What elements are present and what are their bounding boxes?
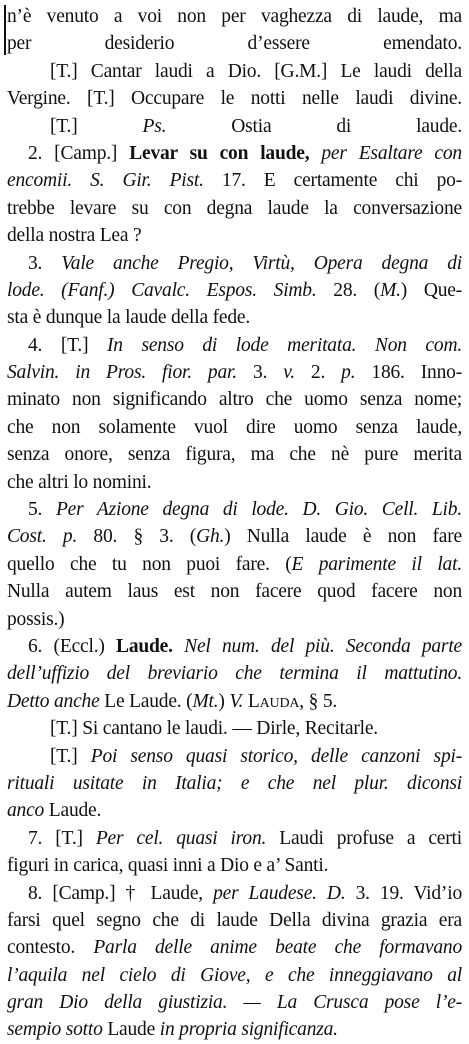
- text-segment: M.: [380, 279, 401, 301]
- text-segment: Detto anche: [7, 690, 100, 712]
- text-segment: che altri lo nomini.: [7, 471, 152, 493]
- text-segment: 17. E certamente chi po-: [203, 170, 462, 192]
- text-segment: contesto.: [7, 937, 94, 959]
- text-segment: che non solamente vuol dire uomo senza laude,: [7, 416, 462, 438]
- text-segment: anco: [7, 800, 45, 822]
- text-line-3: [7, 58, 462, 85]
- text-segment: per Esaltare con: [309, 142, 462, 164]
- text-line-13: [7, 332, 462, 359]
- text-line-26: [7, 688, 462, 715]
- text-segment: Laude.: [44, 800, 102, 822]
- text-segment: , § 5.: [299, 690, 338, 712]
- text-line-37: [7, 989, 462, 1016]
- text-segment: quello che tu non puoi fare. (: [7, 553, 292, 575]
- text-line-33: [7, 880, 462, 907]
- text-segment: In senso di lode meritata. Non com.: [106, 334, 462, 356]
- margin-bar: [4, 5, 6, 55]
- text-line-22: [7, 578, 462, 605]
- text-segment: Vale anche Pregio, Virtù, Opera degna di: [61, 252, 462, 274]
- text-segment: [T.] Si cantano le laudi. — Dirle, Recitarle.: [50, 718, 378, 740]
- text-segment: ) Que-: [400, 279, 462, 301]
- text-segment: Poi senso quasi storico, delle canzoni spi-: [90, 745, 462, 767]
- text-segment: Per cel. quasi iron.: [95, 827, 267, 849]
- text-segment: della nostra Lea ?: [7, 225, 142, 247]
- text-segment: Nel num. del più. Seconda parte: [172, 635, 462, 657]
- text-line-28: [7, 743, 462, 770]
- text-segment: gran Dio della giustizia. — La Crusca pose l’e-: [7, 992, 462, 1014]
- text-line-9: [7, 222, 462, 249]
- text-segment: Nulla autem laus est non facere quod facere non: [7, 581, 462, 603]
- text-line-16: [7, 414, 462, 441]
- text-segment: p.: [341, 362, 356, 384]
- text-segment: senza onore, senza figura, ma che nè pure merita: [7, 444, 462, 466]
- text-segment: Cost. p.: [7, 526, 78, 548]
- text-line-1: [7, 3, 462, 30]
- text-segment: ): [218, 690, 230, 712]
- text-segment: [T.] Cantar laudi a Dio. [G.M.] Le laudi della: [50, 60, 462, 82]
- text-line-31: [7, 825, 462, 852]
- text-line-20: [7, 523, 462, 550]
- text-line-24: [7, 633, 462, 660]
- text-segment: Gh.: [196, 526, 225, 548]
- text-line-4: [7, 85, 462, 112]
- text-segment: 3. 19. Vid’io: [345, 882, 462, 904]
- dictionary-page: [7, 3, 462, 1044]
- text-segment: Laude: [102, 1019, 160, 1041]
- text-line-6: [7, 140, 462, 167]
- text-segment: figuri in carica, quasi inni a Dio e a’ Santi.: [7, 855, 329, 877]
- text-line-27: [7, 715, 462, 742]
- text-line-7: [7, 167, 462, 194]
- text-segment: ) Nulla laude è non fare: [224, 526, 462, 548]
- text-segment: per Laudese. D.: [213, 882, 346, 904]
- text-segment: Ps.: [142, 115, 167, 137]
- text-segment: 4. [T.]: [28, 334, 107, 356]
- text-segment: 186. Inno-: [355, 362, 462, 384]
- text-line-10: [7, 250, 462, 277]
- text-line-34: [7, 907, 462, 934]
- text-segment: n’è venuto a voi non per vaghezza di laude, ma: [7, 6, 462, 27]
- text-segment: in propria significanza.: [159, 1019, 338, 1041]
- text-line-38: [7, 1016, 462, 1043]
- text-segment: [T.]: [50, 745, 91, 767]
- text-segment: Lauda: [247, 690, 300, 712]
- text-segment: trebbe levare su con degna laude la conversazione: [7, 197, 462, 219]
- text-line-15: [7, 386, 462, 413]
- text-segment: [T.]: [50, 115, 143, 137]
- text-line-35: [7, 934, 462, 961]
- text-segment: possis.): [7, 608, 65, 630]
- text-segment: E parimente il lat.: [291, 553, 462, 575]
- text-segment: 28. (: [316, 279, 381, 301]
- text-segment: encomii. S. Gir. Pist.: [7, 170, 204, 192]
- text-segment: farsi quel segno che di laude Della divina grazia era: [7, 909, 462, 931]
- text-line-19: [7, 496, 462, 523]
- text-segment: v.: [283, 362, 295, 384]
- text-segment: Levar su con laude,: [129, 142, 310, 164]
- text-segment: Vergine. [T.] Occupare le notti nelle laudi divine.: [7, 88, 462, 110]
- text-line-8: [7, 195, 462, 222]
- text-segment: Salvin. in Pros. fior. par.: [7, 362, 237, 384]
- text-segment: sempio sotto: [7, 1019, 103, 1041]
- text-segment: Le Laude. (: [99, 690, 193, 712]
- text-segment: minato non significando altro che uomo senza nome;: [7, 389, 462, 411]
- text-segment: Laudi profuse a certi: [266, 827, 462, 849]
- text-segment: Per Azione degna di lode. D. Gio. Cell. Lib.: [55, 499, 462, 521]
- text-segment: 80. § 3. (: [77, 526, 197, 548]
- text-line-2: [7, 30, 462, 57]
- text-line-23: [7, 606, 462, 633]
- text-segment: 5.: [28, 499, 56, 521]
- text-segment: Mt.: [192, 690, 219, 712]
- text-line-18: [7, 469, 462, 496]
- text-segment: dell’uffizio del breviario che termina il mattutino.: [7, 663, 462, 685]
- text-line-29: [7, 770, 462, 797]
- text-segment: per desiderio d’essere emendato.: [7, 33, 462, 55]
- text-segment: rituali usitate in Italia; e che nel plur. diconsi: [7, 772, 462, 794]
- text-segment: Ostia di laude.: [166, 115, 462, 137]
- text-segment: l’aquila nel cielo di Giove, e che inneggiavano al: [7, 964, 462, 986]
- text-segment: 2. [Camp.]: [28, 142, 130, 164]
- text-segment: 2.: [294, 362, 342, 384]
- text-segment: 3.: [28, 252, 62, 274]
- text-line-5: [7, 113, 462, 140]
- text-segment: 8. [Camp.] † Laude,: [28, 882, 214, 904]
- text-segment: 6. (Eccl.): [28, 635, 117, 657]
- text-line-14: [7, 359, 462, 386]
- text-line-30: [7, 797, 462, 824]
- text-segment: 7. [T.]: [28, 827, 96, 849]
- text-line-17: [7, 441, 462, 468]
- text-line-25: [7, 660, 462, 687]
- text-segment: V.: [229, 690, 244, 712]
- text-line-12: [7, 304, 462, 331]
- text-line-21: [7, 551, 462, 578]
- text-segment: Parla delle anime beate che formavano: [93, 937, 462, 959]
- text-segment: sta è dunque la laude della fede.: [7, 307, 250, 329]
- text-line-36: [7, 962, 462, 989]
- text-line-32: [7, 852, 462, 879]
- text-segment: lode. (Fanf.) Cavalc. Espos. Simb.: [7, 279, 317, 301]
- text-segment: Laude.: [116, 635, 173, 657]
- text-segment: 3.: [236, 362, 284, 384]
- text-line-11: [7, 277, 462, 304]
